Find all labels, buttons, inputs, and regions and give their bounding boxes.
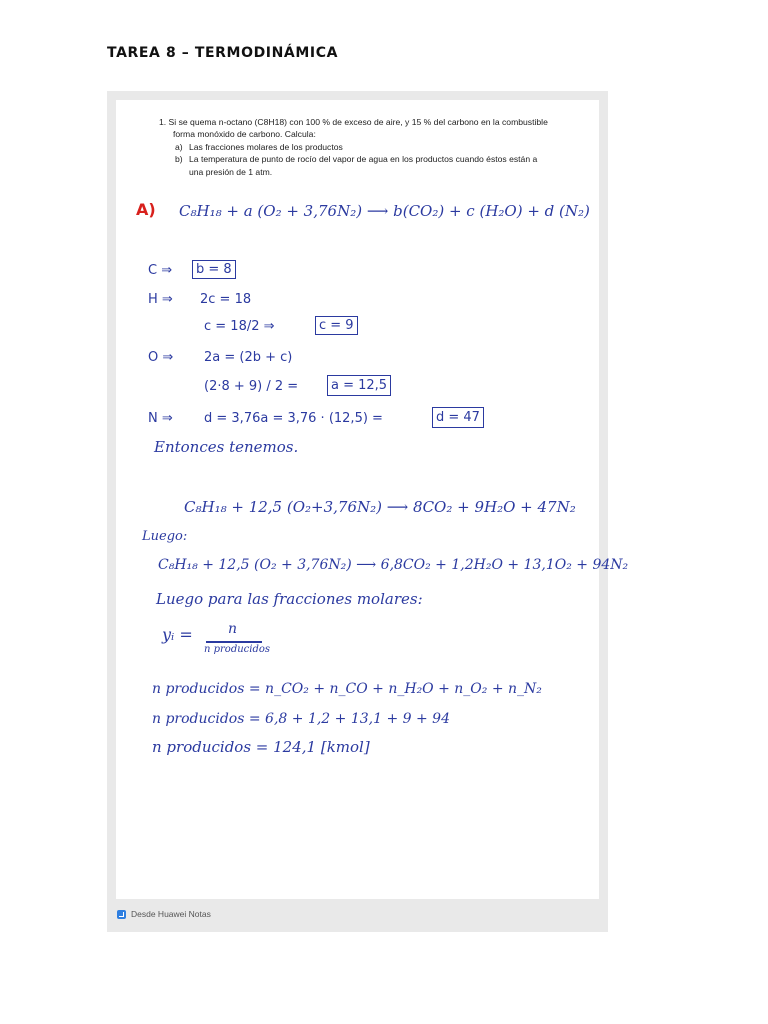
carbon-result-box: b = 8 — [192, 260, 236, 279]
document-title: TAREA 8 – TERMODINÁMICA — [107, 45, 338, 61]
problem-item-b-cont: una presión de 1 atm. — [189, 166, 273, 177]
footer-text: Desde Huawei Notas — [131, 909, 211, 919]
oxygen-equation-2: (2·8 + 9) / 2 = — [204, 379, 299, 394]
equation-excess-air: C₈H₁₈ + 12,5 (O₂ + 3,76N₂) ⟶ 6,8CO₂ + 1,2H₂O + 13,1O₂ + 94N₂ — [158, 557, 629, 573]
problem-item-a — [159, 141, 589, 153]
oxygen-equation: 2a = (2b + c) — [204, 350, 293, 365]
equation-general: C₈H₁₈ + a (O₂ + 3,76N₂) ⟶ b(CO₂) + c (H₂O) + d (N₂) — [179, 202, 590, 220]
item-a-label: a) — [175, 141, 183, 152]
hydrogen-label: H ⇒ — [148, 292, 173, 307]
problem-line-1: 1. Si se quema n-octano (C8H18) con 100 % de exceso de aire, y 15 % del carbono en la combustible — [159, 117, 548, 127]
hydrogen-equation-2: c = 18/2 ⇒ — [204, 319, 275, 334]
note-page — [116, 100, 629, 899]
footer — [117, 909, 211, 919]
luego-text: Luego: — [142, 529, 188, 544]
total-moles-values: n producidos = 6,8 + 1,2 + 13,1 + 9 + 94 — [152, 711, 450, 727]
nitrogen-result-box: d = 47 — [432, 407, 484, 428]
oxygen-result-box: a = 12,5 — [327, 375, 391, 396]
entonces-text: Entonces tenemos. — [154, 438, 299, 456]
mole-fraction-label: yᵢ = — [162, 625, 193, 644]
mole-fraction-denominator: n producidos — [204, 644, 271, 655]
item-b-label: b) — [175, 154, 183, 165]
carbon-label: C ⇒ — [148, 263, 173, 278]
item-a-text: Las fracciones molares de los productos — [189, 141, 343, 152]
oxygen-label: O ⇒ — [148, 350, 174, 365]
problem-statement — [159, 116, 589, 178]
huawei-notes-icon — [117, 910, 126, 919]
part-a-label: A) — [136, 200, 156, 219]
nitrogen-equation: d = 3,76a = 3,76 · (12,5) = — [204, 411, 383, 426]
hydrogen-result-box: c = 9 — [315, 316, 358, 335]
total-moles-expression: n producidos = n_CO₂ + n_CO + n_H₂O + n_O₂ + n_N₂ — [152, 681, 542, 697]
hydrogen-equation: 2c = 18 — [200, 292, 252, 307]
fraction-bar — [206, 641, 262, 643]
fracciones-text: Luego para las fracciones molares: — [156, 590, 423, 608]
note-screenshot-frame — [107, 91, 629, 932]
problem-item-b — [159, 153, 589, 165]
mole-fraction-numerator: n — [228, 621, 238, 637]
total-moles-result: n producidos = 124,1 [kmol] — [152, 738, 370, 756]
equation-balanced: C₈H₁₈ + 12,5 (O₂+3,76N₂) ⟶ 8CO₂ + 9H₂O + 47N₂ — [184, 498, 576, 516]
item-b-text: La temperatura de punto de rocío del vapor de agua en los productos cuando éstos están a — [189, 154, 538, 165]
nitrogen-label: N ⇒ — [148, 411, 173, 426]
problem-line-2: forma monóxido de carbono. Calcula: — [173, 129, 316, 140]
